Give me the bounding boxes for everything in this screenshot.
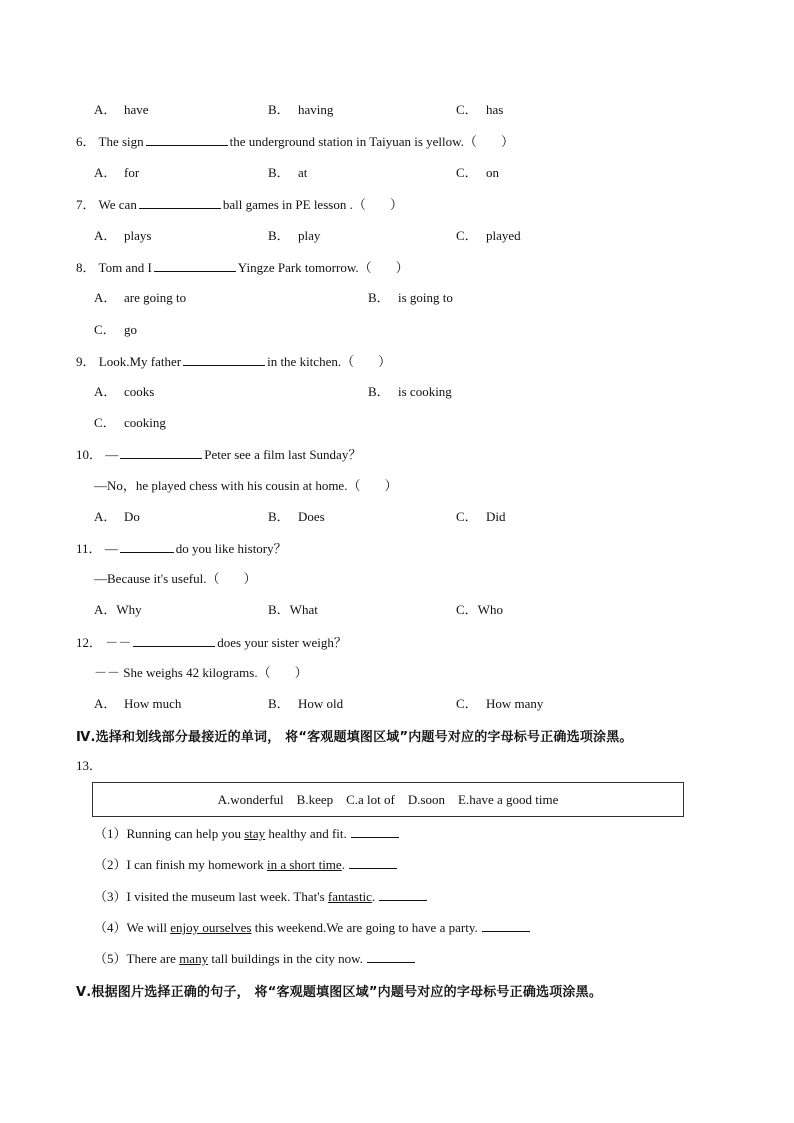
option-label: A． bbox=[94, 509, 117, 524]
question-11 bbox=[76, 540, 287, 557]
underlined-word: in a short time bbox=[266, 857, 342, 872]
question-text: Yingze Park tomorrow.（ bbox=[237, 260, 372, 275]
section-5-heading: Ⅴ.根据图片选择正确的句子， 将“客观题填图区域”内题号对应的字母标号正确选项涂黑。 bbox=[76, 985, 603, 1000]
paren-close: ） bbox=[389, 197, 403, 212]
option-a: A．Why bbox=[94, 602, 142, 617]
question-number: 11． bbox=[76, 541, 102, 556]
option-text: Did bbox=[486, 509, 506, 524]
answer-blank[interactable] bbox=[482, 919, 530, 932]
underlined-word: enjoy ourselves bbox=[170, 920, 252, 935]
paren-close: ） bbox=[500, 134, 514, 149]
option-text: plays bbox=[124, 228, 152, 243]
answer-blank[interactable] bbox=[367, 950, 415, 963]
question-number: 6． bbox=[76, 134, 96, 149]
option-text: has bbox=[486, 102, 504, 117]
question-8 bbox=[76, 259, 409, 276]
answer-blank[interactable] bbox=[183, 353, 265, 366]
paren-close: ） bbox=[395, 260, 409, 275]
question-number: 10． bbox=[76, 447, 103, 462]
option-text: Does bbox=[298, 509, 325, 524]
answer-blank[interactable] bbox=[351, 825, 399, 838]
option-label: A． bbox=[94, 165, 117, 180]
option-label: A． bbox=[94, 384, 117, 399]
question-13-number: 13． bbox=[76, 758, 103, 773]
question-11-line2 bbox=[94, 571, 256, 587]
option-text: play bbox=[298, 228, 321, 243]
option-text: How old bbox=[298, 696, 344, 711]
option-b: B．What bbox=[268, 602, 318, 617]
question-text: Look.My father bbox=[98, 354, 182, 369]
option-label: B． bbox=[268, 102, 290, 117]
underlined-word: stay bbox=[244, 826, 266, 841]
q13-item-1 bbox=[94, 825, 399, 842]
option-label: A． bbox=[94, 102, 117, 117]
word-bank-box bbox=[92, 782, 684, 817]
item-text: （1）Running can help you bbox=[94, 826, 245, 841]
question-text: —Because it's useful.（ bbox=[94, 571, 220, 586]
question-text: do you like history？ bbox=[175, 541, 287, 556]
q13-item-3 bbox=[94, 888, 427, 905]
option-label: C． bbox=[456, 165, 478, 180]
option-text: on bbox=[486, 165, 499, 180]
option-text: have bbox=[124, 102, 149, 117]
paren-close: ） bbox=[294, 665, 308, 680]
option-label: B． bbox=[368, 384, 390, 399]
item-text: （4）We will bbox=[94, 920, 171, 935]
question-number: 8． bbox=[76, 260, 96, 275]
option-text: is going to bbox=[398, 290, 453, 305]
question-number: 9． bbox=[76, 354, 96, 369]
item-text: tall buildings in the city now. bbox=[208, 951, 363, 966]
option-label: C． bbox=[94, 415, 116, 430]
item-text: healthy and fit. bbox=[265, 826, 347, 841]
q13-item-5 bbox=[94, 950, 415, 967]
question-text: — bbox=[104, 541, 118, 556]
answer-blank[interactable] bbox=[139, 196, 221, 209]
question-text: does your sister weigh？ bbox=[217, 635, 347, 650]
item-text: . bbox=[341, 857, 345, 872]
paren-close: ） bbox=[378, 354, 392, 369]
question-text: －－ She weighs 42 kilograms.（ bbox=[94, 665, 271, 680]
question-text: ball games in PE lesson .（ bbox=[222, 197, 366, 212]
question-text: in the kitchen.（ bbox=[267, 354, 355, 369]
option-label: A． bbox=[94, 696, 117, 711]
option-label: B． bbox=[268, 165, 290, 180]
item-text: （2）I can finish my homework bbox=[94, 857, 267, 872]
question-text: — bbox=[105, 447, 119, 462]
question-text: The sign bbox=[98, 134, 144, 149]
item-text: this weekend.We are going to have a party. bbox=[251, 920, 478, 935]
question-7 bbox=[76, 196, 403, 213]
word-bank: A.wonderful B.keep C.a lot of D.soon E.have a good time bbox=[217, 792, 559, 807]
question-number: 7． bbox=[76, 197, 96, 212]
option-text: for bbox=[124, 165, 140, 180]
section-4-heading: Ⅳ.选择和划线部分最接近的单词， 将“客观题填图区域”内题号对应的字母标号正确选项涂黑。 bbox=[76, 730, 633, 745]
question-text: We can bbox=[98, 197, 137, 212]
answer-blank[interactable] bbox=[120, 446, 202, 459]
option-label: C． bbox=[94, 322, 116, 337]
q13-item-4 bbox=[94, 919, 530, 936]
underlined-word: many bbox=[179, 951, 209, 966]
option-text: is cooking bbox=[398, 384, 452, 399]
question-6 bbox=[76, 133, 514, 150]
item-text: （3）I visited the museum last week. That's bbox=[94, 889, 328, 904]
question-9 bbox=[76, 353, 391, 370]
question-text: Peter see a film last Sunday？ bbox=[204, 447, 362, 462]
paren-close: ） bbox=[384, 478, 398, 493]
item-text: . bbox=[371, 889, 376, 904]
item-text: （5）There are bbox=[94, 951, 180, 966]
option-text: played bbox=[486, 228, 521, 243]
question-12 bbox=[76, 634, 347, 651]
option-text: go bbox=[124, 322, 137, 337]
q13-item-2 bbox=[94, 856, 397, 873]
option-label: A． bbox=[94, 228, 117, 243]
paren-close: ） bbox=[243, 571, 257, 586]
question-text: －－ bbox=[105, 635, 132, 650]
option-text: at bbox=[298, 165, 308, 180]
option-label: B． bbox=[368, 290, 390, 305]
option-label: B． bbox=[268, 509, 290, 524]
answer-blank[interactable] bbox=[120, 540, 174, 553]
question-text: Tom and I bbox=[98, 260, 152, 275]
option-label: C． bbox=[456, 696, 478, 711]
answer-blank[interactable] bbox=[146, 133, 228, 146]
answer-blank[interactable] bbox=[349, 856, 397, 869]
option-c: C．Who bbox=[456, 602, 503, 617]
option-label: B． bbox=[268, 228, 290, 243]
option-text: are going to bbox=[124, 290, 187, 305]
option-text: Do bbox=[124, 509, 140, 524]
question-10-line2 bbox=[94, 478, 397, 494]
option-text: having bbox=[298, 102, 334, 117]
question-12-line2 bbox=[94, 665, 308, 681]
option-label: B． bbox=[268, 696, 290, 711]
answer-blank[interactable] bbox=[133, 634, 215, 647]
option-text: How much bbox=[124, 696, 182, 711]
option-text: cooks bbox=[124, 384, 155, 399]
answer-blank[interactable] bbox=[379, 888, 427, 901]
option-label: C． bbox=[456, 228, 478, 243]
option-label: C． bbox=[456, 102, 478, 117]
option-label: A． bbox=[94, 290, 117, 305]
question-number: 12． bbox=[76, 635, 103, 650]
question-text: —No，he played chess with his cousin at home.（ bbox=[94, 478, 361, 493]
question-text: the underground station in Taiyuan is yellow.（ bbox=[229, 134, 477, 149]
answer-blank[interactable] bbox=[154, 259, 236, 272]
option-text: How many bbox=[486, 696, 544, 711]
question-10 bbox=[76, 446, 361, 463]
option-label: C． bbox=[456, 509, 478, 524]
option-text: cooking bbox=[124, 415, 166, 430]
underlined-word: fantastic bbox=[327, 889, 372, 904]
